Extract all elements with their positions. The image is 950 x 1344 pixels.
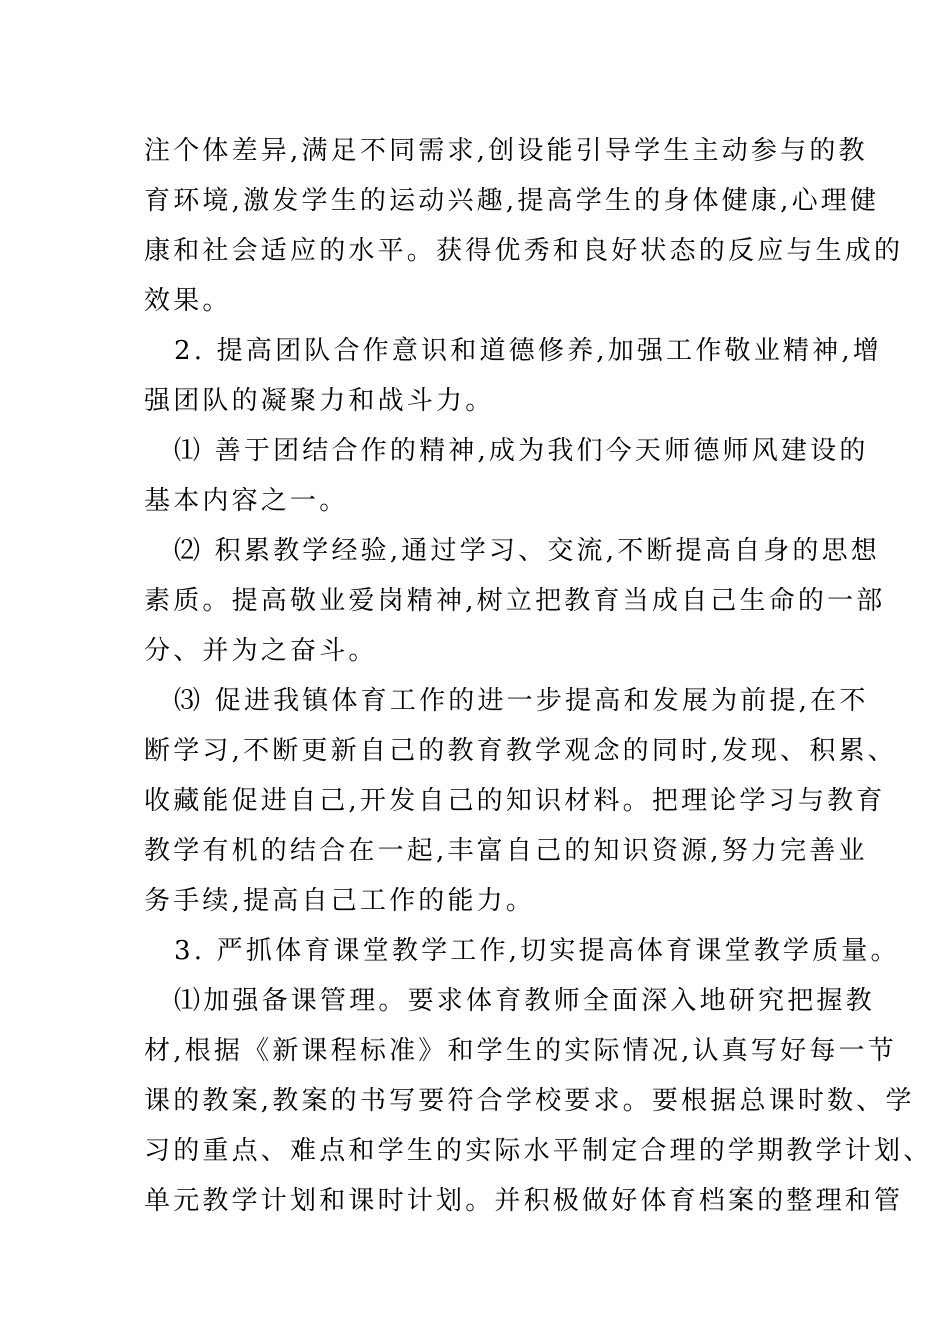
text-line: 习的重点、难点和学生的实际水平制定合理的学期教学计划、 [144,1136,933,1166]
text-line: 基本内容之一。 [144,486,349,516]
list-item-3: ⑶ 促进我镇体育工作的进一步提高和发展为前提,在不 [174,686,869,716]
text-line: 强团队的凝聚力和战斗力。 [144,386,495,416]
list-item-2: ⑵ 积累教学经验,通过学习、交流,不断提高自身的思想 [174,536,880,566]
text-line: 素质。提高敬业爱岗精神,树立把教育当成自己生命的一部 [144,586,886,616]
text-line: 康和社会适应的水平。获得优秀和良好状态的反应与生成的 [144,236,904,266]
document-body [144,126,933,1226]
text-line: 断学习,不断更新自己的教育教学观念的同时,发现、积累、 [144,736,897,766]
list-item-1: ⑴ 善于团结合作的精神,成为我们今天师德师风建设的 [174,436,869,466]
text-line: 教学有机的结合在一起,丰富自己的知识资源,努力完善业 [144,836,868,866]
text-line: 单元教学计划和课时计划。并积极做好体育档案的整理和管 [144,1186,904,1216]
text-line: 收藏能促进自己,开发自己的知识材料。把理论学习与教育 [144,786,886,816]
text-line: 效果。 [144,286,232,316]
list-item-1: ⑴加强备课管理。要求体育教师全面深入地研究把握教 [174,986,875,1016]
text-line: 育环境,激发学生的运动兴趣,提高学生的身体健康,心理健 [144,186,880,216]
section-heading-2: 2. 提高团队合作意识和道德修养,加强工作敬业精神,增 [174,336,883,366]
text-line: 材,根据《新课程标准》和学生的实际情况,认真写好每一节 [144,1036,897,1066]
text-line: 课的教案,教案的书写要符合学校要求。要根据总课时数、学 [144,1086,915,1116]
text-line: 务手续,提高自己工作的能力。 [144,886,536,916]
text-line: 分、并为之奋斗。 [144,636,378,666]
text-line: 注个体差异,满足不同需求,创设能引导学生主动参与的教 [144,136,868,166]
section-heading-3: 3. 严抓体育课堂教学工作,切实提高体育课堂教学质量。 [174,936,900,966]
